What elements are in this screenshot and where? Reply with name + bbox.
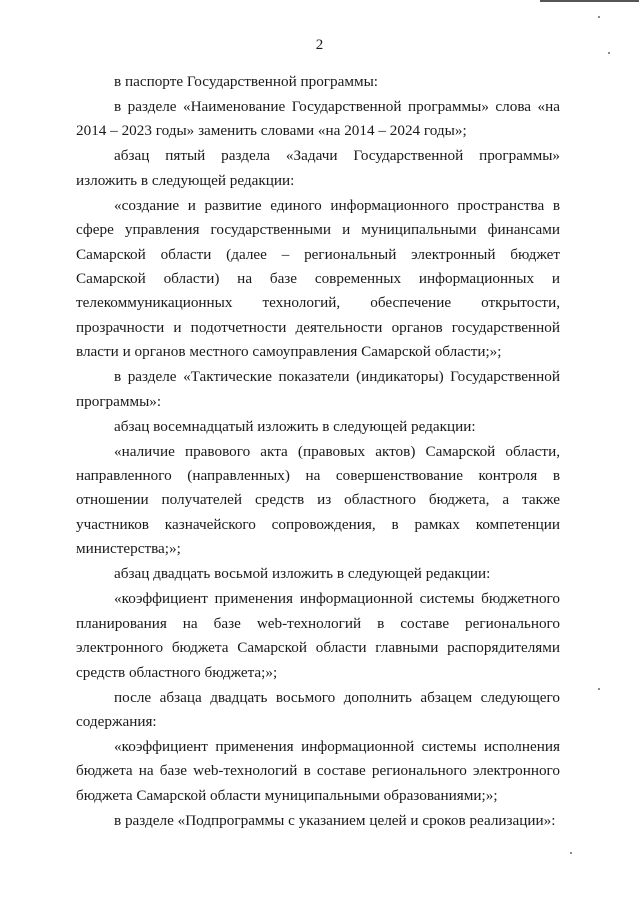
paragraph: в разделе «Тактические показатели (индикаторы) Государственной программы»: (76, 368, 560, 410)
scan-speck (570, 852, 572, 854)
scan-edge-mark (540, 0, 639, 2)
page-number: 2 (315, 37, 324, 53)
scan-speck (598, 688, 600, 690)
paragraph: «создание и развитие единого информационного пространства в сфере управления государственными и муниципальными финансами Самарской области (далее – региональный электронный бюджет Самарской области) на базе современных информационных и телекоммуникационных технологий, обеспечение открытости, прозрачности и подотчетности деятельности органов государственной власти и органов местного самоуправления Самарской области;»; (76, 196, 560, 361)
scan-speck (598, 16, 600, 18)
paragraph: «наличие правового акта (правовых актов) Самарской области, направленного (направленных) на совершенствование контроля в отношении получателей средств из областного бюджета, а также участников казначейского сопровождения, в рамках компетенции министерства;»; (76, 442, 560, 558)
paragraph: после абзаца двадцать восьмого дополнить абзацем следующего содержания: (76, 688, 560, 730)
paragraph: абзац пятый раздела «Задачи Государственной программы» изложить в следующей редакции: (76, 147, 560, 189)
paragraph: в паспорте Государственной программы: (114, 73, 379, 90)
paragraph: «коэффициент применения информационной системы исполнения бюджета на базе web-технологий в составе регионального электронного бюджета Самарской области муниципальными образованиями;»; (76, 737, 560, 804)
paragraph: «коэффициент применения информационной системы бюджетного планирования на базе web-технологий в составе регионального электронного бюджета Самарской области главными распорядителями средств областного бюджета;»; (76, 590, 560, 681)
paragraph: абзац восемнадцатый изложить в следующей редакции: (114, 417, 476, 435)
paragraph: абзац двадцать восьмой изложить в следующей редакции: (114, 565, 491, 583)
paragraph: в разделе «Подпрограммы с указанием целей и сроков реализации»: (114, 811, 556, 829)
paragraph: в разделе «Наименование Государственной программы» слова «на 2014 – 2023 годы» заменить словами «на 2014 – 2024 годы»; (76, 98, 560, 140)
document-body (76, 70, 560, 834)
